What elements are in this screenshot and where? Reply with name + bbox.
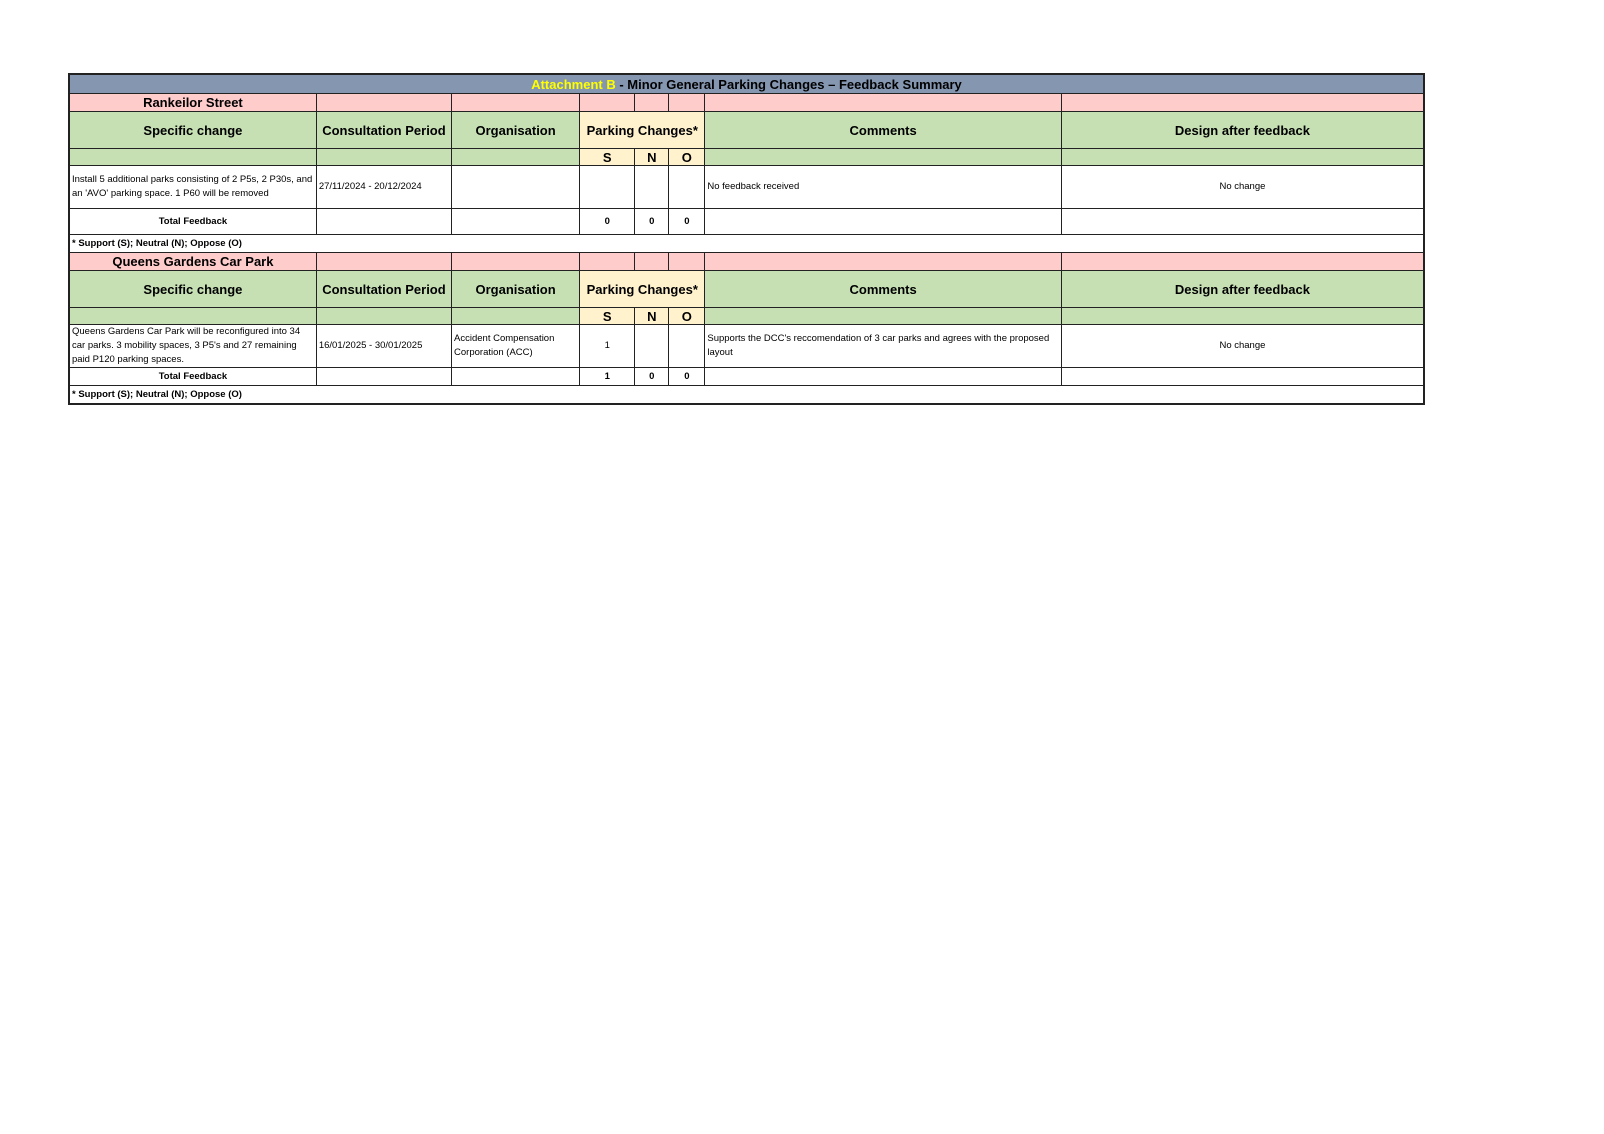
total-oppose: 0 bbox=[669, 209, 705, 235]
total-support: 0 bbox=[580, 209, 635, 235]
header-oppose: O bbox=[669, 308, 705, 325]
cell-specific-change: Install 5 additional parks consisting of 2 P5s, 2 P30s, and an 'AVO' parking space. 1 P60 will be removed bbox=[69, 166, 316, 209]
title-row bbox=[69, 74, 1424, 94]
cell-design-after-feedback: No change bbox=[1061, 166, 1424, 209]
cell-consultation-period: 27/11/2024 - 20/12/2024 bbox=[316, 166, 451, 209]
total-neutral: 0 bbox=[635, 368, 669, 386]
cell-organisation bbox=[452, 166, 580, 209]
sheet-title bbox=[69, 74, 1424, 94]
cell-support bbox=[580, 166, 635, 209]
section-header-row bbox=[69, 94, 1424, 112]
feedback-summary-table bbox=[68, 73, 1425, 405]
title-accent: Attachment B bbox=[531, 76, 616, 92]
cell-specific-change: Queens Gardens Car Park will be reconfigured into 34 car parks. 3 mobility spaces, 3 P5's and 27 remaining paid P120 parking spaces. bbox=[69, 325, 316, 368]
cell-oppose bbox=[669, 325, 705, 368]
cell-neutral bbox=[635, 166, 669, 209]
column-subheader-row bbox=[69, 308, 1424, 325]
cell-neutral bbox=[635, 325, 669, 368]
total-oppose: 0 bbox=[669, 368, 705, 386]
header-specific-change: Specific change bbox=[69, 271, 316, 308]
section-name: Queens Gardens Car Park bbox=[69, 253, 316, 271]
header-consultation-period: Consultation Period bbox=[316, 112, 451, 149]
title-text: - Minor General Parking Changes – Feedback Summary bbox=[615, 76, 962, 92]
table-row bbox=[69, 325, 1424, 368]
header-comments: Comments bbox=[705, 112, 1062, 149]
header-comments: Comments bbox=[705, 271, 1062, 308]
legend-note-row bbox=[69, 386, 1424, 405]
column-subheader-row bbox=[69, 149, 1424, 166]
total-row bbox=[69, 209, 1424, 235]
section-header-row bbox=[69, 253, 1424, 271]
header-specific-change: Specific change bbox=[69, 112, 316, 149]
header-neutral: N bbox=[635, 149, 669, 166]
total-support: 1 bbox=[580, 368, 635, 386]
legend-note: * Support (S); Neutral (N); Oppose (O) bbox=[69, 386, 1424, 405]
cell-design-after-feedback: No change bbox=[1061, 325, 1424, 368]
cell-comments: Supports the DCC's reccomendation of 3 car parks and agrees with the proposed layout bbox=[705, 325, 1062, 368]
total-row bbox=[69, 368, 1424, 386]
header-oppose: O bbox=[669, 149, 705, 166]
header-neutral: N bbox=[635, 308, 669, 325]
cell-comments: No feedback received bbox=[705, 166, 1062, 209]
legend-note: * Support (S); Neutral (N); Oppose (O) bbox=[69, 235, 1424, 253]
header-support: S bbox=[580, 308, 635, 325]
header-parking-changes: Parking Changes* bbox=[580, 271, 705, 308]
section-name: Rankeilor Street bbox=[69, 94, 316, 112]
cell-consultation-period: 16/01/2025 - 30/01/2025 bbox=[316, 325, 451, 368]
legend-note-row bbox=[69, 235, 1424, 253]
cell-support: 1 bbox=[580, 325, 635, 368]
header-design-after-feedback: Design after feedback bbox=[1061, 112, 1424, 149]
column-header-row bbox=[69, 112, 1424, 149]
header-support: S bbox=[580, 149, 635, 166]
column-header-row bbox=[69, 271, 1424, 308]
cell-oppose bbox=[669, 166, 705, 209]
total-neutral: 0 bbox=[635, 209, 669, 235]
cell-organisation: Accident Compensation Corporation (ACC) bbox=[452, 325, 580, 368]
header-organisation: Organisation bbox=[452, 271, 580, 308]
total-label: Total Feedback bbox=[69, 368, 316, 386]
header-parking-changes: Parking Changes* bbox=[580, 112, 705, 149]
total-label: Total Feedback bbox=[69, 209, 316, 235]
header-consultation-period: Consultation Period bbox=[316, 271, 451, 308]
header-organisation: Organisation bbox=[452, 112, 580, 149]
table-row bbox=[69, 166, 1424, 209]
header-design-after-feedback: Design after feedback bbox=[1061, 271, 1424, 308]
